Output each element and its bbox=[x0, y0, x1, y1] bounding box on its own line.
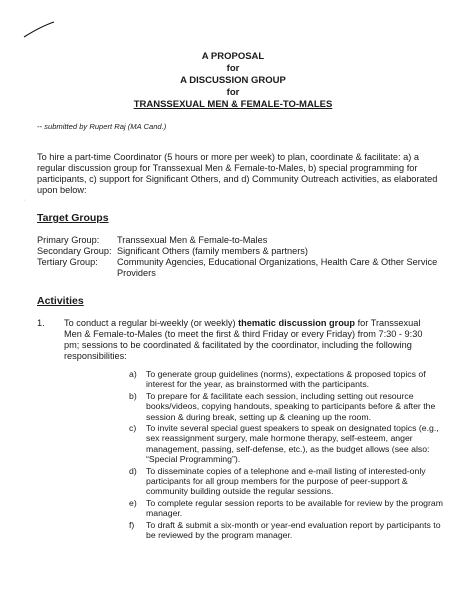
list-item-letter: b) bbox=[129, 390, 137, 401]
scan-speck: · bbox=[23, 197, 26, 204]
target-group-label: Primary Group: bbox=[37, 235, 100, 245]
list-item-letter: e) bbox=[129, 497, 137, 508]
list-item bbox=[129, 498, 449, 519]
target-group-row bbox=[37, 246, 447, 257]
pen-stroke-mark bbox=[22, 20, 56, 40]
list-item-letter: f) bbox=[129, 519, 135, 530]
title-line-3: A DISCUSSION GROUP bbox=[180, 75, 286, 86]
target-group-label: Tertiary Group: bbox=[37, 257, 98, 267]
title-line-2: for bbox=[226, 63, 240, 74]
list-item-letter: a) bbox=[129, 369, 137, 379]
activity-text-end: for Transsexual Men & Female-to-Males (to meet the first & third Friday or every Friday) from 7:30 - 9:30 pm; sessions to be coordinated & facilitated by the coordinator, including the following responsibilities: bbox=[64, 318, 423, 361]
target-group-row bbox=[37, 235, 447, 246]
proposal-title bbox=[0, 51, 466, 111]
intro-paragraph: To hire a part-time Coordinator (5 hours or more per week) to plan, coordinate & facilitate: a) a regular discussion group for Transsexual Men & Female-to-Males, b) special programming for participants, c) support for Significant Others, and d) Community Outreach activities, as elaborated upon below: bbox=[37, 152, 438, 195]
list-item bbox=[129, 466, 449, 497]
target-group-value: Community Agencies, Educational Organizations, Health Care & Other Service Providers bbox=[117, 257, 438, 278]
list-item bbox=[129, 391, 449, 422]
target-groups-heading: Target Groups bbox=[37, 212, 109, 224]
list-item-text: To generate group guidelines (norms), expectations & proposed topics of interest for the year, as brainstormed with the participants. bbox=[146, 369, 426, 390]
list-item bbox=[129, 520, 449, 541]
list-item-text: To invite several special guest speakers to speak on designated topics (e.g., sex reassignment surgery, male hormone therapy, self-esteem, anger management, passing, self-defense, etc.), as the budget allows (see also: “Special Programming”). bbox=[146, 423, 439, 465]
target-group-value: Significant Others (family members & partners) bbox=[117, 246, 308, 256]
activity-number: 1. bbox=[37, 318, 45, 328]
list-item-text: To prepare for & facilitate each session, including setting out resource books/videos, copying handouts, speaking to participants before & after the session & during break, setting up & cleaning up the room. bbox=[146, 390, 436, 422]
list-item-text: To complete regular session reports to be available for review by the program manager. bbox=[146, 497, 443, 519]
list-item bbox=[129, 423, 449, 465]
activity-text-start: To conduct a regular bi-weekly (or weekly) bbox=[64, 318, 239, 328]
list-item-letter: d) bbox=[129, 465, 137, 476]
target-group-label: Secondary Group: bbox=[37, 246, 112, 256]
list-item bbox=[129, 369, 449, 390]
activity-text bbox=[64, 318, 439, 362]
list-item-letter: c) bbox=[129, 423, 137, 434]
target-group-value: Transsexual Men & Female-to-Males bbox=[117, 235, 268, 245]
activity-item bbox=[37, 318, 447, 362]
activity-text-bold: thematic discussion group bbox=[238, 318, 356, 328]
list-item-text: To draft & submit a six-month or year-end evaluation report by participants to be reviewed by the program manager. bbox=[146, 519, 441, 541]
target-groups-table bbox=[37, 235, 447, 279]
title-line-5: TRANSSEXUAL MEN & FEMALE-TO-MALES bbox=[133, 99, 333, 110]
activities-heading: Activities bbox=[37, 295, 84, 307]
responsibilities-list bbox=[129, 369, 449, 542]
target-group-row bbox=[37, 257, 447, 279]
title-line-4: for bbox=[226, 87, 240, 98]
list-item-text: To disseminate copies of a telephone and e-mail listing of interested-only participants for all group members for the purpose of peer-support & community building outside the regular sessions. bbox=[146, 465, 426, 497]
submitted-by: -- submitted by Rupert Raj (MA Cand.) bbox=[37, 122, 167, 131]
title-line-1: A PROPOSAL bbox=[201, 51, 265, 62]
